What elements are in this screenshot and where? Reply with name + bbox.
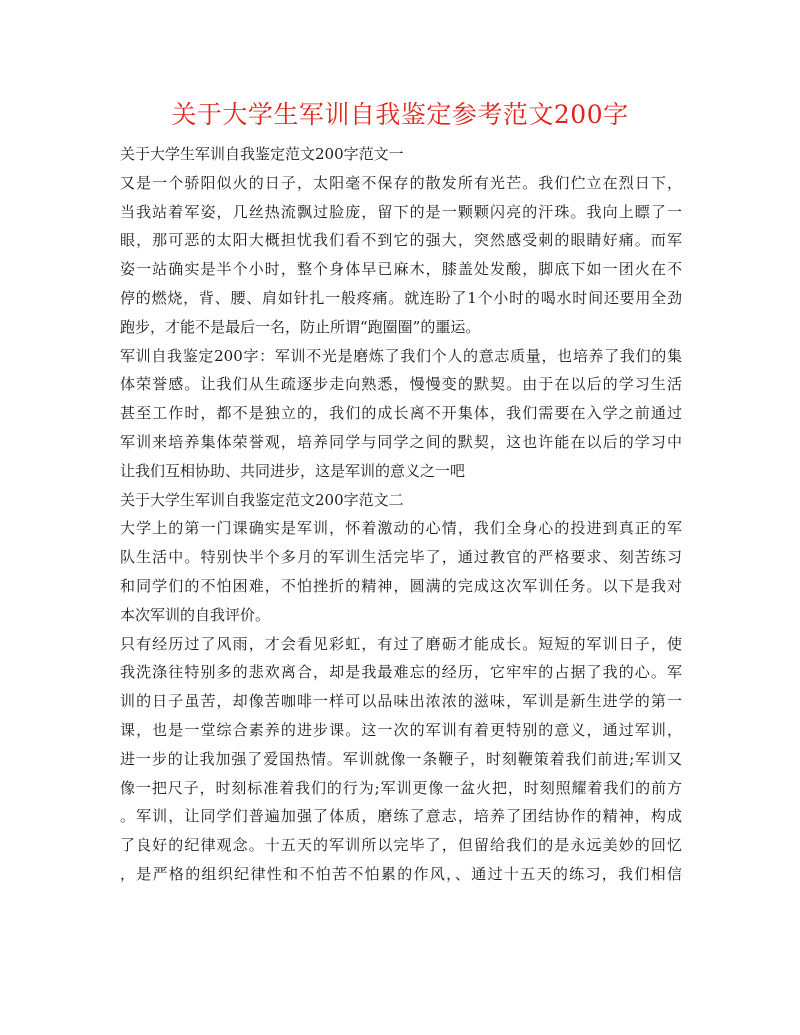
text-line: 军训自我鉴定200字：军训不光是磨炼了我们个人的意志质量，也培养了我们的集 — [120, 346, 682, 365]
text-line: 眼，那可恶的太阳大概担忧我们看不到它的强大，突然感受刺的眼睛好痛。而军 — [120, 231, 682, 250]
text-line: 只有经历过了风雨，才会看见彩虹，有过了磨砺才能成长。短短的军训日子，使 — [120, 634, 682, 653]
text-line: 队生活中。特别快半个多月的军训生活完毕了，通过教官的严格要求、刻苦练习 — [120, 548, 682, 567]
text-line: 甚至工作时，都不是独立的，我们的成长离不开集体，我们需要在入学之前通过 — [120, 404, 682, 423]
text-line: 和同学们的不怕困难，不怕挫折的精神，圆满的完成这次军训任务。以下是我对 — [120, 576, 682, 595]
text-line: 课，也是一堂综合素养的进步课。这一次的军训有着更特别的意义，通过军训， — [120, 720, 682, 739]
text-line: 当我站着军姿，几丝热流飘过脸庞，留下的是一颗颗闪亮的汗珠。我向上瞟了一 — [120, 202, 682, 221]
text-line: 关于大学生军训自我鉴定范文200字范文二 — [120, 490, 404, 509]
text-line: 训的日子虽苦，却像苦咖啡一样可以品味出浓浓的滋味，军训是新生进学的第一 — [120, 692, 682, 711]
document-body — [120, 140, 682, 889]
text-line: 又是一个骄阳似火的日子，太阳毫不保存的散发所有光芒。我们伫立在烈日下， — [120, 173, 682, 192]
text-line: 了良好的纪律观念。十五天的军训所以完毕了，但留给我们的是永远美妙的回忆 — [120, 836, 682, 855]
text-line: 本次军训的自我评价。 — [120, 605, 271, 624]
text-line: 像一把尺子，时刻标准着我们的行为;军训更像一盆火把，时刻照耀着我们的前方 — [120, 778, 682, 797]
text-line: 姿一站确实是半个小时，整个身体早已麻木，膝盖处发酸，脚底下如一团火在不 — [120, 260, 682, 279]
text-line: 进一步的让我加强了爱国热情。军训就像一条鞭子，时刻鞭策着我们前进;军训又 — [120, 749, 682, 768]
document-title: 关于大学生军训自我鉴定参考范文200字 — [171, 100, 629, 129]
text-line: 停的燃烧，背、腰、肩如针扎一般疼痛。就连盼了1个小时的喝水时间还要用全劲 — [120, 288, 682, 307]
text-line: 关于大学生军训自我鉴定范文200字范文一 — [120, 145, 404, 163]
text-line: ，是严格的组织纪律性和不怕苦不怕累的作风，、通过十五天的练习，我们相信 — [120, 864, 682, 883]
text-line: 我洗涤往特别多的悲欢离合，却是我最难忘的经历，它牢牢的占据了我的心。军 — [120, 663, 682, 682]
text-line: 跑步，才能不是最后一名，防止所谓“跑圈圈”的噩运。 — [120, 317, 481, 336]
text-line: 体荣誉感。让我们从生疏逐步走向熟悉，慢慢变的默契。由于在以后的学习生活 — [120, 375, 682, 394]
text-line: 军训来培养集体荣誉观，培养同学与同学之间的默契，这也许能在以后的学习中 — [120, 432, 682, 451]
text-line: 大学上的第一门课确实是军训，怀着激动的心情，我们全身心的投进到真正的军 — [120, 519, 682, 538]
text-line: 让我们互相协助、共同进步，这是军训的意义之一吧 — [120, 461, 466, 480]
text-line: 。军训，让同学们普遍加强了体质，磨练了意志，培养了团结协作的精神，构成 — [120, 807, 682, 826]
